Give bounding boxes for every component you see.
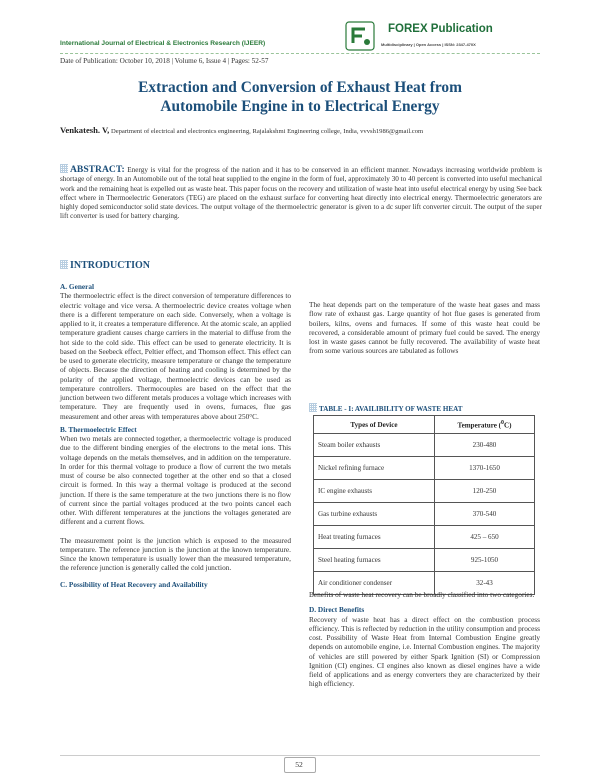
left-column [60,282,291,589]
author-affiliation: Department of electrical and electronics engineering, Rajalakshmi Engineering college, India, vvvsh1986@gmail.com [110,128,424,135]
temp-header-post: C) [504,421,512,430]
table-caption [309,403,463,413]
page-number: 52 [295,760,303,769]
publisher-subtitle: Multidisciplinary | Open Access | ISSN: 2347-470X [381,42,476,47]
header-divider [60,53,540,54]
title-line-1: Extraction and Conversion of Exhaust Heat from [138,79,462,96]
journal-name: International Journal of Electrical & Electronics Research (IJEER) [60,40,266,47]
table-cell-device: Air conditioner condenser [314,572,435,595]
table-cell-temp: 120-250 [435,480,535,503]
abstract-text: Energy is vital for the progress of the nation and it has to be conserved in an efficient manner. Nowadays increasing worldwide problem is shortage of energy. In an Automobile out of the total heat supplied to the engine in the form of fuel, approximately 30 to 40 percent is converted into useful mechanical work and the remaining heat is expelled out as waste heat. This paper focus on the recovery and utilization of waste heat into useful electrical energy by using See back effect where in Thermoelectric Generators (TEG) are placed on the exhaust surface for converting heat directly into electrical energy. Thermoelectric generators are highly doped semiconductor solid state devices. The output voltage of the thermoelectric generator is given to a dc super lift converter circuit. The output of the super lift converter is used for battery charging. [60,166,543,221]
temp-header-sup: 0 [501,419,504,426]
author-name: Venkatesh. V, [60,125,110,135]
table-row [314,434,535,457]
table-cell-device: Steel heating furnaces [314,549,435,572]
table-row [314,480,535,503]
publisher-name: FOREX Publication [388,23,493,35]
table-cell-device: Steam boiler exhausts [314,434,435,457]
paper-title [60,78,540,116]
benefits-text: Benefits of waste heat recovery can be broadly classified into two categories. [309,590,535,599]
table-header-device: Types of Device [314,416,435,434]
subsection-thermoelectric-heading: B. Thermoelectric Effect [60,424,137,434]
waste-heat-table [313,415,535,595]
table-caption-text: TABLE - I: AVAILIBILITY OF WASTE HEAT [319,405,463,413]
subsection-thermoelectric-text: When two metals are connected together, a thermoelectric voltage is produced due to the different binding energies of the electrons to the metal ions. This voltage depends on the metals themselves, and in addition on the temperature. In order for this thermal voltage to produce a flow of current the two metals must of course be also connected together at the other end so that a closed circuit is formed. In this way a thermal voltage is produced at the second junction. If there is the same temperature at the two junctions there is no flow of current since the partial voltages produced at the two points cancel each other. With different temperatures at the junctions the voltages generated are different and a current flows. [60,434,291,527]
table-row [314,526,535,549]
section-marker-icon [309,403,317,412]
temp-header-pre: Temperature ( [457,421,502,430]
abstract [60,164,542,222]
right-column-top [309,300,540,356]
subsection-heat-recovery-heading: C. Possibility of Heat Recovery and Availability [60,579,208,589]
subsection-general-text: The thermoelectric effect is the direct conversion of temperature differences to electric voltage and vice versa. A thermoelectric device creates voltage when there is a different temperature on each side. Conversely, when a voltage is applied to it, it creates a temperature difference. At the atomic scale, an applied temperature gradient causes charge carriers in the material to diffuse from the hot side to the cold side. This effect can be used to generate electricity. It is based on the Seebeck effect, Peltier effect, and Thomson effect. This effect can be used to generate electricity, measure temperature or change the temperature of objects. Because the direction of heating and cooling is determined by the polarity of the applied voltage, thermoelectric devices can be used as temperature controllers. Thermocouples are based on the effect that the junction between two different metals produces a voltage which increases with temperature. They are frequently used in ovens, furnaces, flue gas measurement and other areas with temperatures above about 250°C. [60,291,291,421]
table-row [314,549,535,572]
table-cell-device: IC engine exhausts [314,480,435,503]
subsection-general-heading: A. General [60,282,95,291]
table-cell-temp: 370-540 [435,503,535,526]
author-line [60,125,423,135]
section-marker-icon [60,164,68,173]
table-cell-temp: 925-1050 [435,549,535,572]
table-cell-temp: 32-43 [435,572,535,595]
table-cell-temp: 230-480 [435,434,535,457]
table-cell-device: Nickel refining furnace [314,457,435,480]
table-row [314,503,535,526]
title-line-2: Automobile Engine in to Electrical Energy [160,98,440,115]
footer-divider [60,755,540,756]
table-cell-device: Heat treating furnaces [314,526,435,549]
heat-recovery-text: The heat depends part on the temperature of the waste heat gases and mass flow rate of exhaust gas. Large quantity of hot flue gases is generated from boilers, kilns, ovens and furnaces. If some of this waste heat could be recovered, a considerable amount of primary fuel could be saved. The energy lost in waste gases cannot be fully recovered. The availability of waste heat from some various sources are tabulated as follows [309,300,540,356]
introduction-heading [60,260,150,271]
table-header-row [314,416,535,434]
right-column-bottom [309,590,540,689]
section-marker-icon [60,260,68,269]
abstract-heading: ABSTRACT: [70,164,125,175]
publication-dateline: Date of Publication: October 10, 2018 | Volume 6, Issue 4 | Pages: 52-57 [60,57,269,65]
table-cell-temp: 1370-1650 [435,457,535,480]
direct-benefits-text: Recovery of waste heat has a direct effect on the combustion process efficiency. This is reflected by reduction in the utility consumption and process cost. Possibility of Waste Heat from Internal Combustion Engine greatly depends on automobile engine, i.e. Internal Combustion engines. The majority of vehicles are still powered by either Spark Ignition (SI) or Compression Ignition (CI) engines. CI engines also known as diesel engines have a wide field of applications and as energy converters they are characterized by their high efficiency. [309,614,540,689]
table-cell-temp: 425 – 650 [435,526,535,549]
table-cell-device: Gas turbine exhausts [314,503,435,526]
subsection-direct-benefits-heading: D. Direct Benefits [309,605,365,615]
subsection-thermoelectric-text-2: The measurement point is the junction which is exposed to the measured temperature. The reference junction is the junction at the known temperature. Since the known temperature is usually lower than the measured temperature, the reference junction is generally called the cold junction. [60,535,291,573]
table-header-temperature [435,416,535,434]
introduction-label: INTRODUCTION [70,260,151,271]
forex-logo-icon [345,21,375,51]
table-row [314,457,535,480]
